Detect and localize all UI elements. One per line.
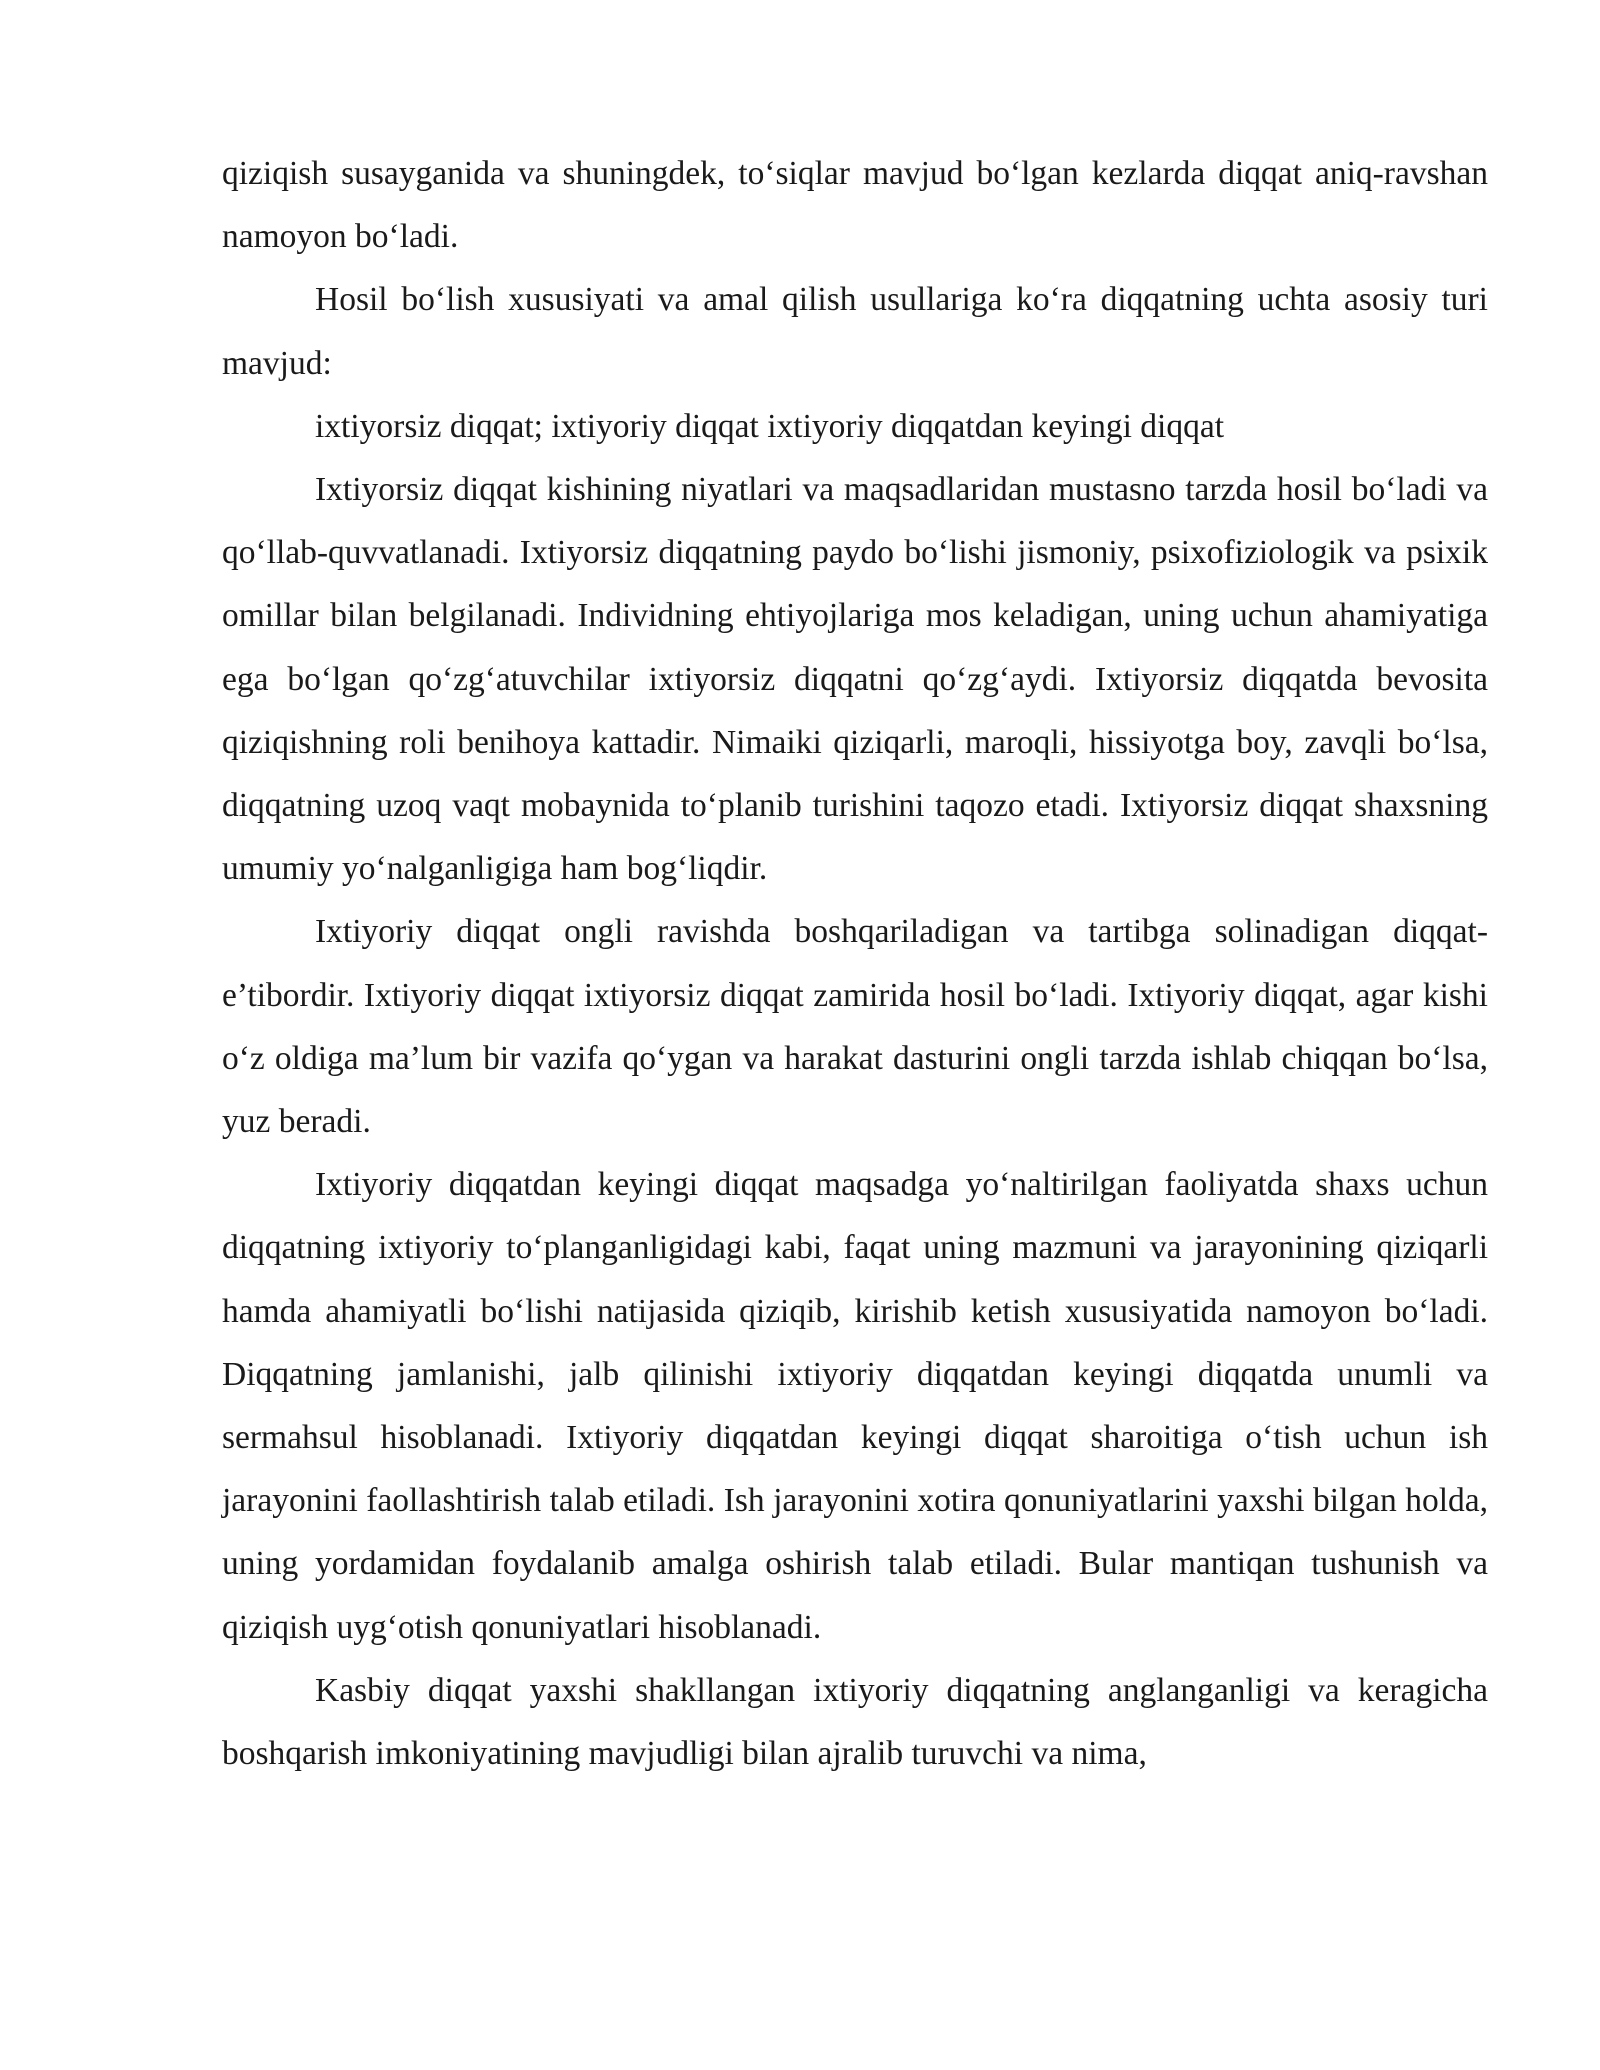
paragraph-involuntary-attention: Ixtiyorsiz diqqat kishining niyatlari va maqsadlaridan mustasno tarzda hosil bo‘ladi va qo‘llab-quvvatlanadi. Ixtiyorsiz diqqatning paydo bo‘lishi jismoniy, psixofiziologik va psixik omillar bilan belgilanadi. Individning ehtiyojlariga mos keladigan, uning uchun ahamiyatiga ega bo‘lgan qo‘zg‘atuvchilar ixtiyorsiz diqqatni qo‘zg‘aydi. Ixtiyorsiz diqqatda bevosita qiziqishning roli benihoya kattadir. Nimaiki qiziqarli, maroqli, hissiyotga boy, zavqli bo‘lsa, diqqatning uzoq vaqt mobaynida to‘planib turishini taqozo etadi. Ixtiyorsiz diqqat shaxsning umumiy yo‘nalganligiga ham bog‘liqdir. — [222, 471, 1488, 888]
paragraph-attention-types-intro: Hosil bo‘lish xususiyati va amal qilish usullariga ko‘ra diqqatning uchta asosiy turi mavjud: — [222, 281, 1488, 382]
paragraph-professional-attention: Kasbiy diqqat yaxshi shakllangan ixtiyoriy diqqatning anglanganligi va keragicha boshqarish imkoniyatining mavjudligi bilan ajralib turuvchi va nima, — [222, 1671, 1488, 1773]
paragraph-post-voluntary-attention: Ixtiyoriy diqqatdan keyingi diqqat maqsadga yo‘naltirilgan faoliyatda shaxs uchun diqqatning ixtiyoriy to‘planganligidagi kabi, faqat uning mazmuni va jarayonining qiziqarli hamda ahamiyatli bo‘lishi natijasida qiziqib, kirishib ketish xususiyatida namoyon bo‘ladi. Diqqatning jamlanishi, jalb qilinishi ixtiyoriy diqqatdan keyingi diqqatda unumli va sermahsul hisoblanadi. Ixtiyoriy diqqatdan keyingi diqqat sharoitiga o‘tish uchun ish jarayonini faollashtirish talab etiladi. Ish jarayonini xotira qonuniyatlarini yaxshi bilgan holda, uning yordamidan foydalanib amalga oshirish talab etiladi. Bular mantiqan tushunish va qiziqish uyg‘otish qonuniyatlari hisoblanadi. — [222, 1166, 1488, 1646]
document-body — [222, 142, 1488, 1785]
paragraph-voluntary-attention: Ixtiyoriy diqqat ongli ravishda boshqariladigan va tartibga solinadigan diqqat-e’tibordir. Ixtiyoriy diqqat ixtiyorsiz diqqat zamirida hosil bo‘ladi. Ixtiyoriy diqqat, agar kishi o‘z oldiga ma’lum bir vazifa qo‘ygan va harakat dasturini ongli tarzda ishlab chiqqan bo‘lsa, yuz beradi. — [222, 913, 1488, 1141]
attention-types-list: ixtiyorsiz diqqat; ixtiyoriy diqqat ixtiyoriy diqqatdan keyingi diqqat — [315, 407, 1225, 445]
paragraph-continuation: qiziqish susayganida va shuningdek, to‘siqlar mavjud bo‘lgan kezlarda diqqat aniq-ravshan namoyon bo‘ladi. — [222, 155, 1488, 256]
